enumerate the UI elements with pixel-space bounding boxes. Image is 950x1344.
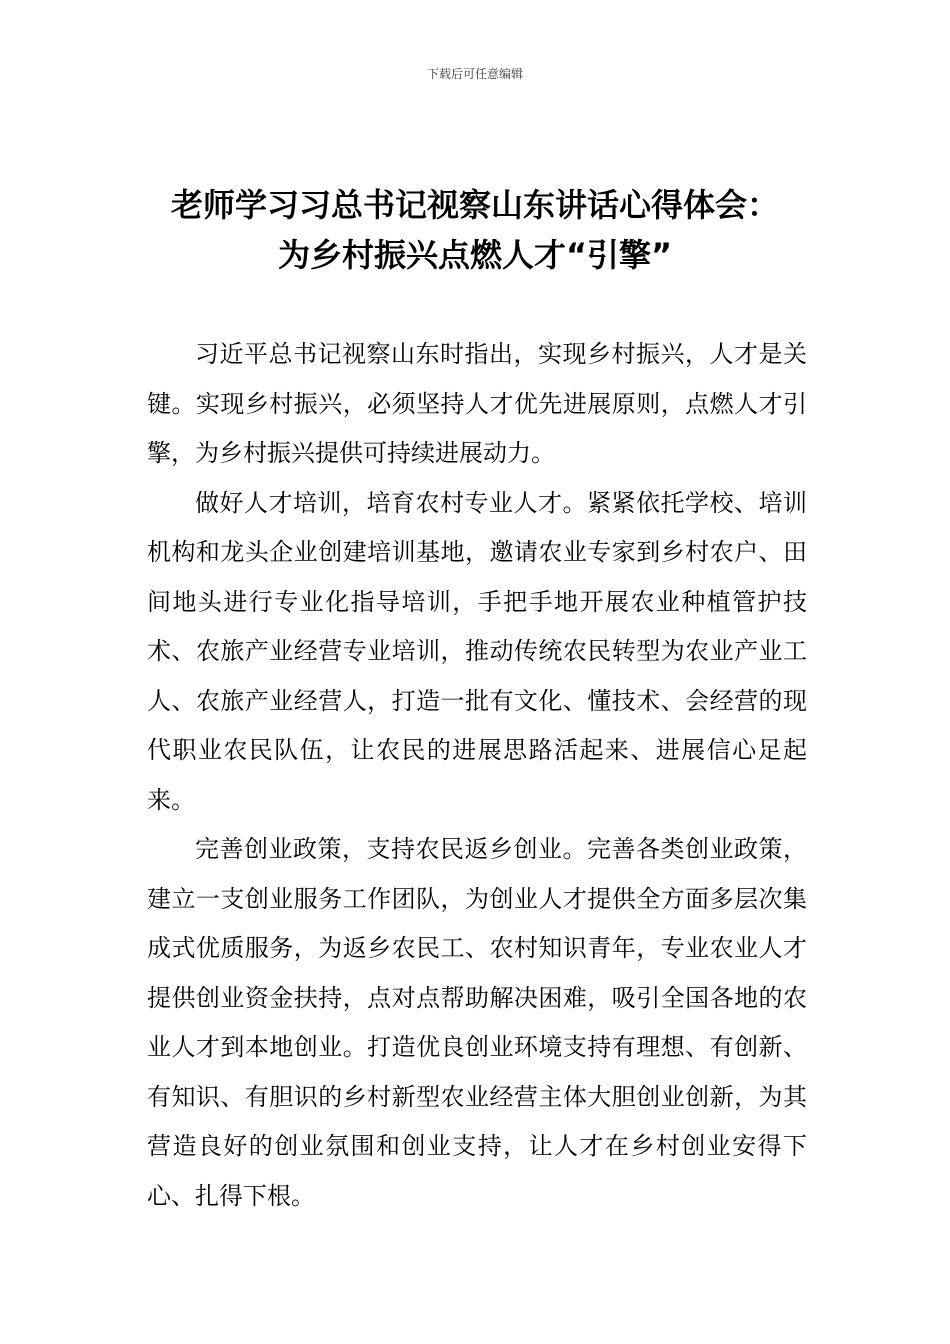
paragraph-1: 习近平总书记视察山东时指出，实现乡村振兴，人才是关键。实现乡村振兴，必须坚持人才优先进展原则，点燃人才引擎，为乡村振兴提供可持续进展动力。: [147, 340, 807, 467]
title-line-1: 老师学习习总书记视察山东讲话心得体会：: [170, 186, 779, 224]
title-line-2: 为乡村振兴点燃人才“引擎”: [277, 236, 673, 274]
paragraph-2: 做好人才培训，培育农村专业人才。紧紧依托学校、培训机构和龙头企业创建培训基地，邀请农业专家到乡村农户、田间地头进行专业化指导培训，手把手地开展农业种植管护技术、农旅产业经营专业培训，推动传统农民转型为农业产业工人、农旅产业经营人，打造一批有文化、懂技术、会经营的现代职业农民队伍，让农民的进展思路活起来、进展信心足起来。: [147, 488, 807, 814]
document-body: [147, 330, 807, 1221]
header-note: 下载后可任意编辑: [426, 67, 523, 81]
page-title: [60, 180, 890, 280]
paragraph-3: 完善创业政策，支持农民返乡创业。完善各类创业政策，建立一支创业服务工作团队，为创业人才提供全方面多层次集成式优质服务，为返乡农民工、农村知识青年，专业农业人才提供创业资金扶持，点对点帮助解决困难，吸引全国各地的农业人才到本地创业。打造优良创业环境支持有理想、有创新、有知识、有胆识的乡村新型农业经营主体大胆创业创新，为其营造良好的创业氛围和创业支持，让人才在乡村创业安得下心、扎得下根。: [147, 835, 807, 1210]
